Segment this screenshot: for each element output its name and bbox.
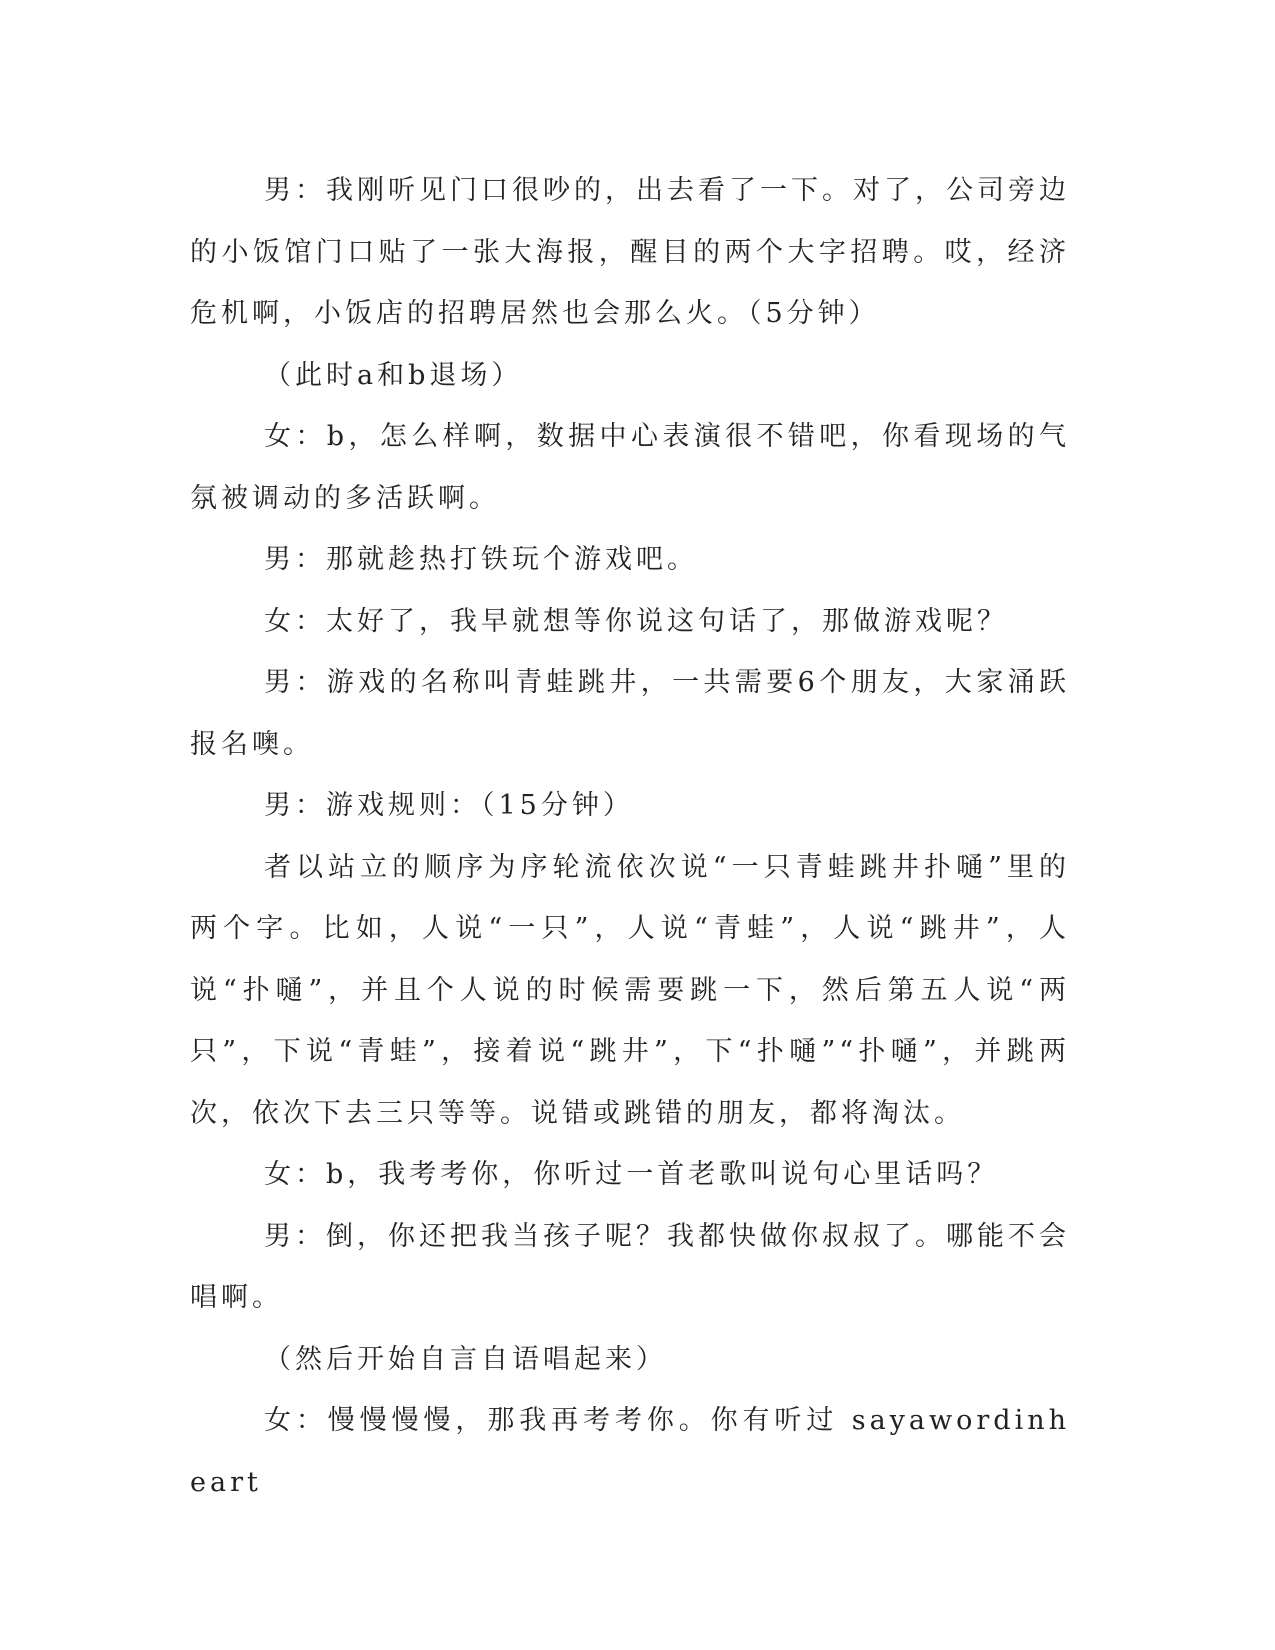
dialogue-paragraph: 女：慢慢慢慢，那我再考考你。你有听过 sayawordinheart xyxy=(190,1405,1070,1498)
stage-direction: （此时a和b退场） xyxy=(264,359,523,391)
document-body xyxy=(190,160,1070,1513)
dialogue-paragraph: 女：太好了，我早就想等你说这句话了，那做游戏呢？ xyxy=(264,605,1008,637)
game-rules-paragraph: 者以站立的顺序为序轮流依次说“一只青蛙跳井扑嗵”里的两个字。比如，人说“一只”，人说“青蛙”，人说“跳井”，人说“扑嗵”，并且个人说的时候需要跳一下，然后第五人说“两只”，下说“青蛙”，接着说“跳井”，下“扑嗵”“扑嗵”，并跳两次，依次下去三只等等。说错或跳错的朋友，都将淘汰。 xyxy=(190,851,1070,1129)
dialogue-paragraph: 男：倒，你还把我当孩子呢？我都快做你叔叔了。哪能不会唱啊。 xyxy=(190,1220,1070,1313)
dialogue-paragraph: 男：游戏的名称叫青蛙跳井，一共需要6个朋友，大家涌跃报名噢。 xyxy=(190,667,1070,760)
dialogue-paragraph: 男：我刚听见门口很吵的，出去看了一下。对了，公司旁边的小饭馆门口贴了一张大海报，醒目的两个大字招聘。哎，经济危机啊，小饭店的招聘居然也会那么火。（5分钟） xyxy=(190,175,1070,329)
stage-direction: （然后开始自言自语唱起来） xyxy=(264,1343,667,1375)
dialogue-paragraph: 男：那就趁热打铁玩个游戏吧。 xyxy=(264,544,698,575)
dialogue-paragraph: 男：游戏规则：（15分钟） xyxy=(264,790,634,821)
dialogue-paragraph: 女：b，我考考你，你听过一首老歌叫说句心里话吗？ xyxy=(264,1159,999,1190)
dialogue-paragraph: 女：b，怎么样啊，数据中心表演很不错吧，你看现场的气氛被调动的多活跃啊。 xyxy=(190,421,1070,514)
